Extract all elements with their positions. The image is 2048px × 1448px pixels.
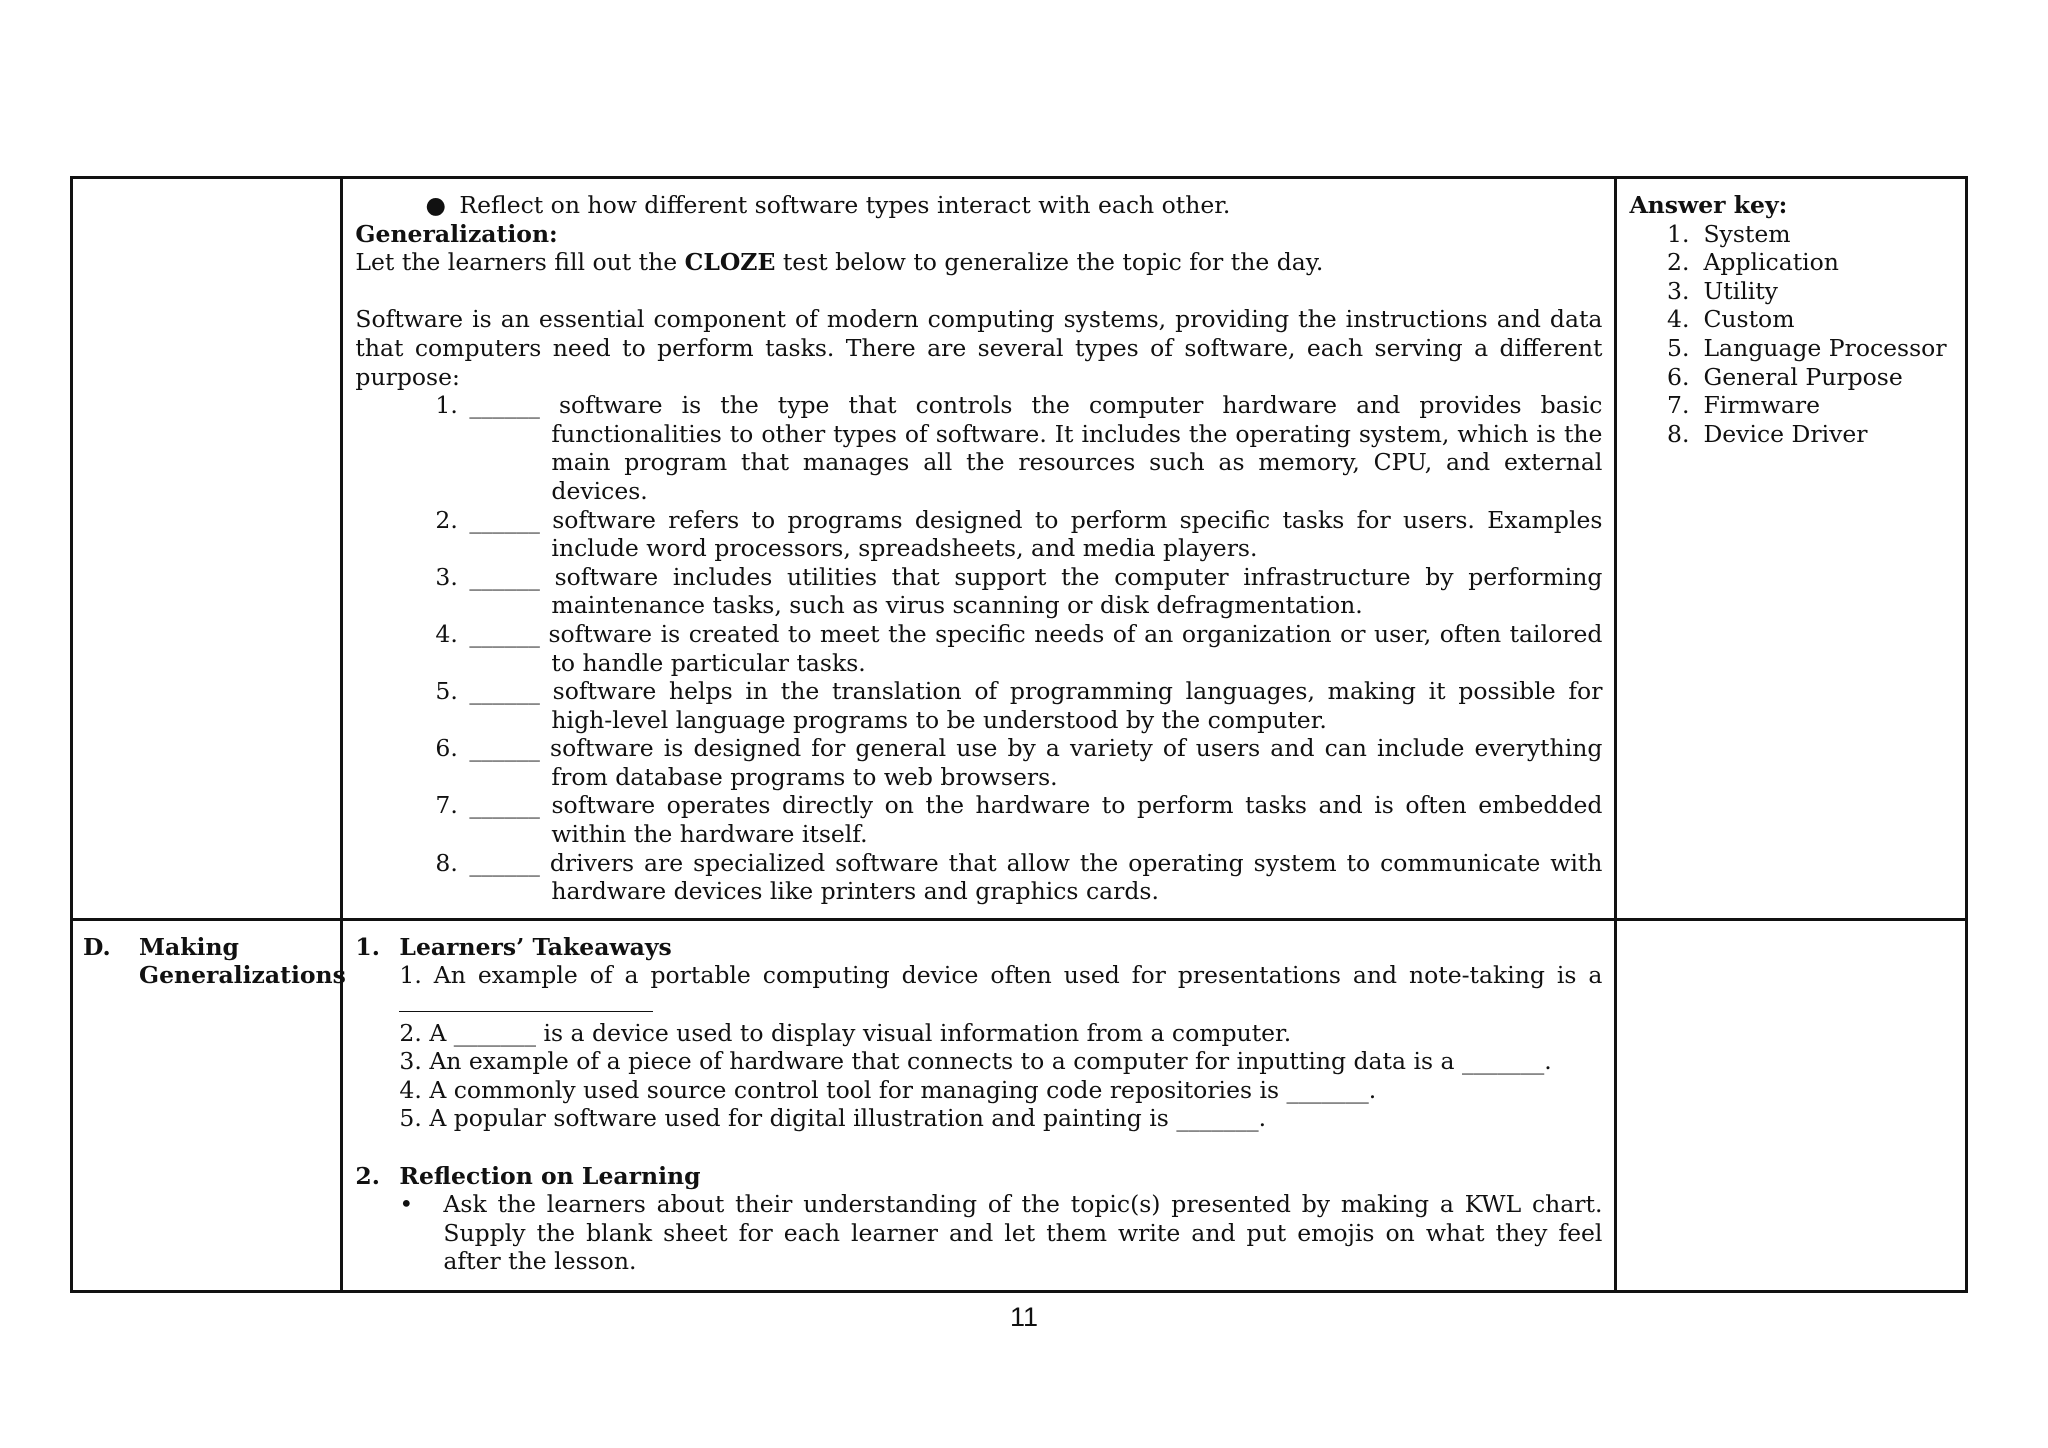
cloze-item-text: ______ software operates directly on the hardware to perform tasks and is often embedded within the hardware itself.: [469, 791, 1603, 849]
cloze-item: [355, 506, 1602, 563]
section-letter: D.: [83, 932, 111, 961]
cloze-item-text: ______ drivers are specialized software that allow the operating system to communicate with hardware devices like printers and graphics cards.: [469, 848, 1603, 906]
takeaway-item: 2. A _______ is a device used to display visual information from a computer.: [399, 1018, 1292, 1047]
cloze-item-text: ______ software refers to programs designed to perform specific tasks for users. Examples include word processors, spreadsheets, and media players.: [469, 505, 1603, 563]
cloze-item: [355, 734, 1602, 791]
reflect-bullet: [425, 191, 1602, 220]
takeaways-heading: 1. Learners’ Takeaways: [355, 932, 672, 961]
cloze-item: [355, 677, 1602, 734]
cloze-item-text: ______ software is designed for general use by a variety of users and can include everything from database programs to web browsers.: [469, 734, 1603, 791]
answer-key-item: [1629, 363, 1955, 392]
generalization-heading: Generalization:: [355, 219, 558, 248]
bullet-dot-icon: •: [399, 1190, 414, 1219]
reflection-heading: 2. Reflection on Learning: [355, 1161, 701, 1190]
answer-key-item: [1629, 248, 1955, 277]
answer-key-number: 5.: [1667, 333, 1690, 362]
lesson-plan-table: [70, 176, 1968, 1293]
cloze-item-text: ______ software helps in the translation of programming languages, making it possible for high-level language programs to be understood by the computer.: [469, 677, 1603, 734]
page-number: 11: [1009, 1302, 1039, 1332]
cloze-item: [355, 391, 1602, 505]
reflection-text: Ask the learners about their understanding of the topic(s) presented by making a KWL chart. Supply the blank sheet for each learner and let them write and put emojis on what they feel after the lesson.: [443, 1190, 1603, 1276]
answer-key-item: [1629, 277, 1955, 306]
answer-key-item: [1629, 220, 1955, 249]
answer-blank-line: [399, 991, 653, 1012]
answer-key-text: General Purpose: [1703, 362, 1903, 391]
cloze-item-number: 2.: [435, 505, 458, 534]
cloze-item-number: 8.: [435, 848, 458, 877]
cloze-item-number: 5.: [435, 677, 458, 706]
cloze-item-number: 4.: [435, 619, 458, 648]
answer-key-text: Device Driver: [1703, 419, 1868, 448]
answer-key-text: Utility: [1703, 276, 1778, 305]
answer-key-item: [1629, 305, 1955, 334]
answer-key-item: [1629, 334, 1955, 363]
answer-key-item: [1629, 420, 1955, 449]
answer-key-number: 7.: [1667, 391, 1690, 420]
cloze-item-number: 7.: [435, 791, 458, 820]
section-title: Making Generalizations: [139, 932, 346, 990]
answer-key-number: 3.: [1667, 276, 1690, 305]
answer-key-number: 1.: [1667, 219, 1690, 248]
answer-key-text: Language Processor: [1703, 333, 1947, 362]
cloze-item-number: 3.: [435, 562, 458, 591]
cloze-item: [355, 620, 1602, 677]
cloze-item: [355, 849, 1602, 906]
table-row-generalization: [72, 178, 1967, 920]
empty-right-cell: [1616, 919, 1967, 1291]
cloze-item: [355, 791, 1602, 848]
cloze-instruction: Let the learners fill out the CLOZE test below to generalize the topic for the day.: [355, 248, 1324, 277]
reflect-bullet-text: Reflect on how different software types interact with each other.: [459, 191, 1231, 219]
making-generalizations-cell: [342, 919, 1616, 1291]
cloze-item-text: ______ software includes utilities that support the computer infrastructure by performing maintenance tasks, such as virus scanning or disk defragmentation.: [469, 562, 1603, 620]
cloze-item-text: ______ software is the type that controls the computer hardware and provides basic functionalities to other types of software. It includes the operating system, which is the main program that manages all the resources such as memory, CPU, and external devices.: [469, 391, 1603, 505]
generalization-cell: [342, 178, 1616, 920]
takeaway-item: 5. A popular software used for digital illustration and painting is _______.: [399, 1104, 1267, 1133]
cloze-list: [355, 391, 1602, 906]
cloze-intro: Software is an essential component of modern computing systems, providing the instructions and data that computers need to perform tasks. There are several types of software, each serving a different purpose:: [355, 305, 1603, 391]
left-cell-empty: [72, 178, 342, 920]
cloze-item-text: ______ software is created to meet the specific needs of an organization or user, often tailored to handle particular tasks.: [469, 619, 1603, 677]
answer-key-text: Application: [1703, 248, 1839, 277]
cloze-item-number: 6.: [435, 734, 458, 763]
reflection-bullet: [355, 1190, 1602, 1276]
answer-key-number: 6.: [1667, 362, 1690, 391]
answer-key-text: System: [1703, 219, 1791, 248]
answer-key-number: 2.: [1667, 248, 1690, 277]
answer-key-item: [1629, 391, 1955, 420]
answer-key-heading: Answer key:: [1629, 191, 1788, 219]
answer-key-cell: [1616, 178, 1967, 920]
answer-key-number: 4.: [1667, 305, 1690, 334]
answer-key-list: [1629, 220, 1955, 449]
answer-key-text: Custom: [1703, 305, 1795, 334]
takeaway-item: 4. A commonly used source control tool for managing code repositories is _______.: [399, 1075, 1377, 1104]
takeaway-item: 3. An example of a piece of hardware that connects to a computer for inputting data is a _______.: [399, 1047, 1552, 1076]
section-label-cell: [72, 919, 346, 1291]
answer-key-text: Firmware: [1703, 391, 1821, 420]
cloze-item: [355, 563, 1602, 620]
answer-key-number: 8.: [1667, 419, 1690, 448]
cloze-item-number: 1.: [435, 391, 458, 420]
takeaway-item: 1. An example of a portable computing device often used for presentations and note-taking is a: [399, 961, 1603, 990]
table-row-making-generalizations: [72, 919, 1967, 1291]
bullet-dot-icon: ●: [425, 191, 446, 219]
